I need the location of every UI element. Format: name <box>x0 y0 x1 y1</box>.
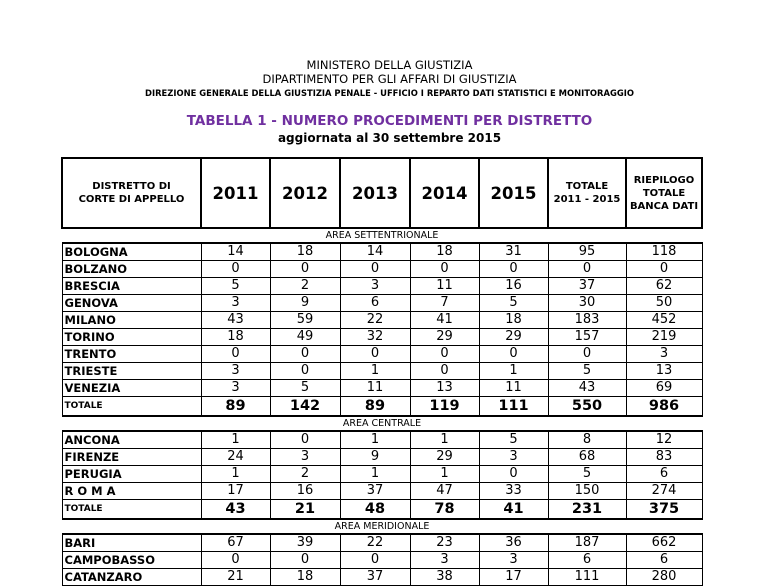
cell-value: 95 <box>548 243 626 261</box>
table-row <box>62 466 702 483</box>
table-row <box>62 312 702 329</box>
cell-value: 18 <box>270 243 340 261</box>
cell-value: 0 <box>410 346 479 363</box>
cell-value: 280 <box>626 569 702 586</box>
total-value: 119 <box>410 397 479 417</box>
total-value: 78 <box>410 500 479 520</box>
cell-value: 1 <box>340 466 410 483</box>
district-name: VENEZIA <box>62 380 201 397</box>
cell-value: 9 <box>270 295 340 312</box>
table-row <box>62 380 702 397</box>
table-row <box>62 329 702 346</box>
procedures-table <box>61 157 703 586</box>
cell-value: 6 <box>548 552 626 569</box>
year-column-header: 2012 <box>270 158 340 228</box>
cell-value: 38 <box>410 569 479 586</box>
table-row <box>62 569 702 586</box>
cell-value: 3 <box>270 449 340 466</box>
cell-value: 6 <box>626 552 702 569</box>
total-value: 375 <box>626 500 702 520</box>
cell-value: 13 <box>626 363 702 380</box>
cell-value: 69 <box>626 380 702 397</box>
cell-value: 24 <box>201 449 270 466</box>
total-header-line1: TOTALE <box>565 181 609 192</box>
cell-value: 9 <box>340 449 410 466</box>
cell-value: 31 <box>479 243 548 261</box>
cell-value: 183 <box>548 312 626 329</box>
cell-value: 157 <box>548 329 626 346</box>
cell-value: 16 <box>270 483 340 500</box>
table-row <box>62 295 702 312</box>
cell-value: 0 <box>201 552 270 569</box>
cell-value: 0 <box>201 346 270 363</box>
district-name: R O M A <box>62 483 201 500</box>
cell-value: 18 <box>201 329 270 346</box>
cell-value: 12 <box>626 431 702 449</box>
cell-value: 8 <box>548 431 626 449</box>
cell-value: 36 <box>479 534 548 552</box>
cell-value: 5 <box>270 380 340 397</box>
total-row <box>62 397 702 417</box>
total-value: 231 <box>548 500 626 520</box>
cell-value: 21 <box>201 569 270 586</box>
district-name: CAMPOBASSO <box>62 552 201 569</box>
table-row <box>62 278 702 295</box>
cell-value: 6 <box>340 295 410 312</box>
district-name: FIRENZE <box>62 449 201 466</box>
cell-value: 29 <box>410 329 479 346</box>
cell-value: 23 <box>410 534 479 552</box>
cell-value: 1 <box>340 431 410 449</box>
area-label: AREA MERIDIONALE <box>62 519 702 534</box>
cell-value: 37 <box>340 569 410 586</box>
cell-value: 14 <box>201 243 270 261</box>
cell-value: 1 <box>410 431 479 449</box>
summary-header-line3: BANCA DATI <box>629 200 699 212</box>
table-row <box>62 346 702 363</box>
cell-value: 7 <box>410 295 479 312</box>
cell-value: 29 <box>479 329 548 346</box>
cell-value: 83 <box>626 449 702 466</box>
year-column-header: 2015 <box>479 158 548 228</box>
cell-value: 14 <box>340 243 410 261</box>
cell-value: 49 <box>270 329 340 346</box>
cell-value: 6 <box>626 466 702 483</box>
table-row <box>62 449 702 466</box>
cell-value: 0 <box>270 431 340 449</box>
cell-value: 68 <box>548 449 626 466</box>
directorate-title: DIREZIONE GENERALE DELLA GIUSTIZIA PENALE - UFFICIO I REPARTO DATI STATISTICI E MONITORAGGIO <box>145 88 634 98</box>
cell-value: 0 <box>270 552 340 569</box>
year-column-header: 2014 <box>410 158 479 228</box>
cell-value: 1 <box>479 363 548 380</box>
cell-value: 1 <box>201 466 270 483</box>
table-row <box>62 243 702 261</box>
district-name: GENOVA <box>62 295 201 312</box>
cell-value: 47 <box>410 483 479 500</box>
cell-value: 5 <box>548 466 626 483</box>
cell-value: 11 <box>340 380 410 397</box>
total-label: TOTALE <box>62 397 201 417</box>
cell-value: 0 <box>270 346 340 363</box>
cell-value: 5 <box>479 431 548 449</box>
district-name: ANCONA <box>62 431 201 449</box>
total-header-line2: 2011 - 2015 <box>553 194 621 205</box>
cell-value: 1 <box>201 431 270 449</box>
cell-value: 150 <box>548 483 626 500</box>
cell-value: 0 <box>479 346 548 363</box>
cell-value: 219 <box>626 329 702 346</box>
cell-value: 32 <box>340 329 410 346</box>
total-value: 89 <box>201 397 270 417</box>
department-title: DIPARTIMENTO PER GLI AFFARI DI GIUSTIZIA <box>262 72 517 86</box>
cell-value: 39 <box>270 534 340 552</box>
cell-value: 662 <box>626 534 702 552</box>
cell-value: 118 <box>626 243 702 261</box>
total-value: 21 <box>270 500 340 520</box>
cell-value: 41 <box>410 312 479 329</box>
total-label: TOTALE <box>62 500 201 520</box>
district-name: BOLOGNA <box>62 243 201 261</box>
cell-value: 3 <box>626 346 702 363</box>
ministry-title: MINISTERO DELLA GIUSTIZIA <box>306 58 473 72</box>
cell-value: 0 <box>548 346 626 363</box>
cell-value: 452 <box>626 312 702 329</box>
cell-value: 3 <box>201 380 270 397</box>
total-value: 43 <box>201 500 270 520</box>
total-value: 48 <box>340 500 410 520</box>
cell-value: 0 <box>340 346 410 363</box>
total-value: 41 <box>479 500 548 520</box>
district-name: BARI <box>62 534 201 552</box>
district-name: BRESCIA <box>62 278 201 295</box>
cell-value: 111 <box>548 569 626 586</box>
cell-value: 187 <box>548 534 626 552</box>
cell-value: 3 <box>479 552 548 569</box>
summary-header-line1: RIEPILOGO <box>633 174 695 186</box>
cell-value: 37 <box>340 483 410 500</box>
cell-value: 5 <box>479 295 548 312</box>
district-name: PERUGIA <box>62 466 201 483</box>
cell-value: 2 <box>270 278 340 295</box>
cell-value: 0 <box>626 261 702 278</box>
cell-value: 0 <box>479 261 548 278</box>
total-column-header <box>548 158 626 228</box>
total-value: 142 <box>270 397 340 417</box>
cell-value: 18 <box>410 243 479 261</box>
district-name: TORINO <box>62 329 201 346</box>
year-column-header: 2013 <box>340 158 410 228</box>
area-row <box>62 228 702 243</box>
cell-value: 62 <box>626 278 702 295</box>
cell-value: 43 <box>201 312 270 329</box>
total-row <box>62 500 702 520</box>
cell-value: 0 <box>479 466 548 483</box>
cell-value: 2 <box>270 466 340 483</box>
cell-value: 3 <box>479 449 548 466</box>
cell-value: 3 <box>201 295 270 312</box>
year-column-header: 2011 <box>201 158 270 228</box>
cell-value: 17 <box>201 483 270 500</box>
table-title: TABELLA 1 - NUMERO PROCEDIMENTI PER DISTRETTO <box>186 113 593 129</box>
cell-value: 5 <box>548 363 626 380</box>
cell-value: 43 <box>548 380 626 397</box>
district-name: CATANZARO <box>62 569 201 586</box>
cell-value: 50 <box>626 295 702 312</box>
cell-value: 0 <box>270 363 340 380</box>
district-name: BOLZANO <box>62 261 201 278</box>
cell-value: 5 <box>201 278 270 295</box>
table-row <box>62 483 702 500</box>
cell-value: 0 <box>410 261 479 278</box>
district-name: MILANO <box>62 312 201 329</box>
cell-value: 13 <box>410 380 479 397</box>
cell-value: 33 <box>479 483 548 500</box>
cell-value: 67 <box>201 534 270 552</box>
table-row <box>62 261 702 278</box>
table-header-row <box>62 158 702 228</box>
summary-column-header <box>626 158 702 228</box>
cell-value: 22 <box>340 534 410 552</box>
cell-value: 11 <box>410 278 479 295</box>
table-row <box>62 363 702 380</box>
district-column-header <box>62 158 201 228</box>
total-value: 111 <box>479 397 548 417</box>
district-header-line1: DISTRETTO DI <box>92 181 171 192</box>
total-value: 986 <box>626 397 702 417</box>
cell-value: 274 <box>626 483 702 500</box>
cell-value: 3 <box>410 552 479 569</box>
cell-value: 1 <box>340 363 410 380</box>
cell-value: 30 <box>548 295 626 312</box>
cell-value: 3 <box>201 363 270 380</box>
cell-value: 1 <box>410 466 479 483</box>
cell-value: 11 <box>479 380 548 397</box>
area-label: AREA CENTRALE <box>62 416 702 431</box>
area-label: AREA SETTENTRIONALE <box>62 228 702 243</box>
cell-value: 37 <box>548 278 626 295</box>
table-row <box>62 552 702 569</box>
cell-value: 17 <box>479 569 548 586</box>
cell-value: 0 <box>340 261 410 278</box>
cell-value: 29 <box>410 449 479 466</box>
cell-value: 22 <box>340 312 410 329</box>
table-row <box>62 431 702 449</box>
cell-value: 18 <box>270 569 340 586</box>
cell-value: 0 <box>548 261 626 278</box>
district-name: TRIESTE <box>62 363 201 380</box>
updated-date: aggiornata al 30 settembre 2015 <box>277 131 502 145</box>
cell-value: 0 <box>270 261 340 278</box>
area-row <box>62 416 702 431</box>
summary-header-line2: TOTALE <box>642 187 686 199</box>
cell-value: 0 <box>340 552 410 569</box>
cell-value: 59 <box>270 312 340 329</box>
district-header-line2: CORTE DI APPELLO <box>78 194 185 205</box>
cell-value: 16 <box>479 278 548 295</box>
cell-value: 3 <box>340 278 410 295</box>
district-name: TRENTO <box>62 346 201 363</box>
table-row <box>62 534 702 552</box>
cell-value: 0 <box>201 261 270 278</box>
total-value: 89 <box>340 397 410 417</box>
area-row <box>62 519 702 534</box>
total-value: 550 <box>548 397 626 417</box>
cell-value: 18 <box>479 312 548 329</box>
cell-value: 0 <box>410 363 479 380</box>
